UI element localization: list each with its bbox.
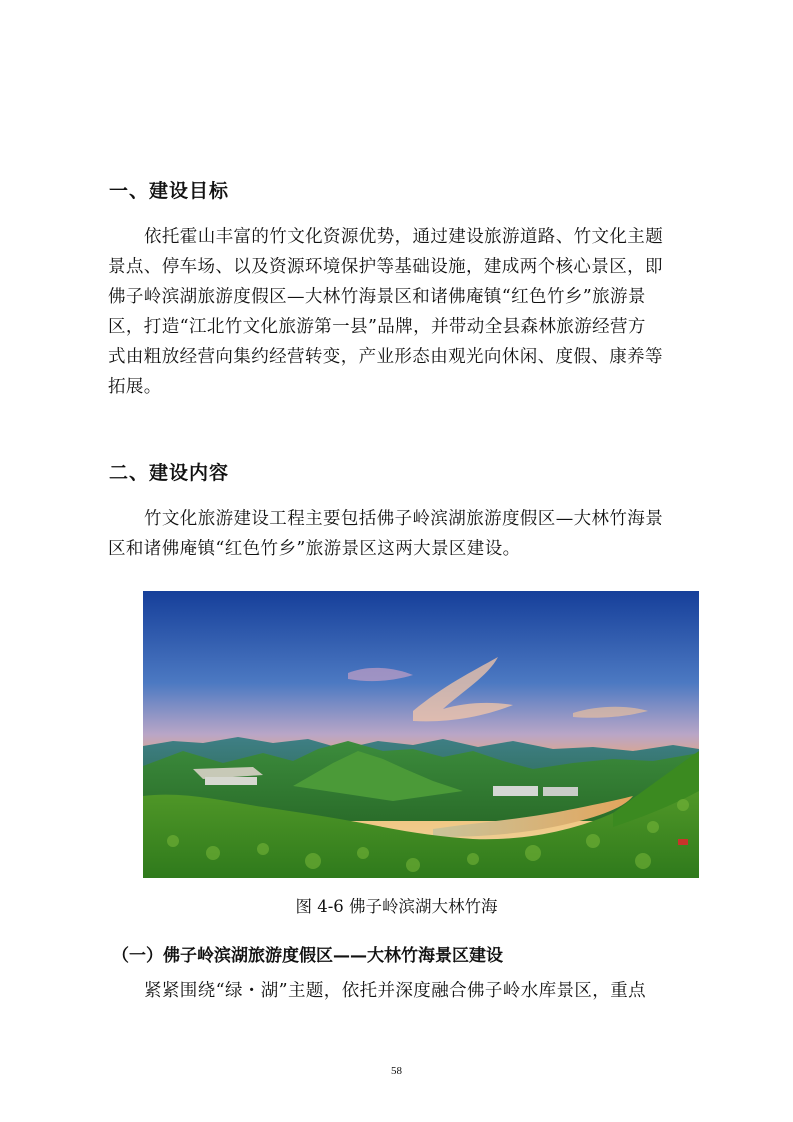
paragraph-line: 区和诸佛庵镇“红色竹乡”旅游景区这两大景区建设。 bbox=[108, 539, 521, 559]
paragraph-line: 拓展。 bbox=[108, 377, 162, 397]
section-heading-2: 二、建设内容 bbox=[109, 462, 230, 484]
figure-caption: 图 4-6 佛子岭滨湖大林竹海 bbox=[295, 897, 498, 916]
page-number: 58 bbox=[391, 1065, 402, 1077]
section-heading-1: 一、建设目标 bbox=[109, 180, 230, 202]
subsection-heading: （一）佛子岭滨湖旅游度假区——大林竹海景区建设 bbox=[112, 946, 503, 966]
subsection1-paragraph bbox=[108, 976, 688, 1006]
paragraph-line: 竹文化旅游建设工程主要包括佛子岭滨湖旅游度假区—大林竹海景 bbox=[144, 509, 664, 529]
paragraph-line: 区，打造“江北竹文化旅游第一县”品牌，并带动全县森林旅游经营方 bbox=[108, 317, 646, 337]
paragraph-line: 景点、停车场、以及资源环境保护等基础设施，建成两个核心景区，即 bbox=[108, 257, 663, 277]
landscape-photo bbox=[143, 591, 699, 878]
paragraph-line: 依托霍山丰富的竹文化资源优势，通过建设旅游道路、竹文化主题 bbox=[144, 227, 664, 247]
paragraph-line: 式由粗放经营向集约经营转变，产业形态由观光向休闲、度假、康养等 bbox=[108, 347, 663, 367]
paragraph-line: 紧紧围绕“绿・湖”主题，依托并深度融合佛子岭水库景区，重点 bbox=[144, 981, 646, 1001]
section2-paragraph bbox=[108, 504, 688, 564]
section1-paragraph bbox=[108, 222, 688, 402]
paragraph-line: 佛子岭滨湖旅游度假区—大林竹海景区和诸佛庵镇“红色竹乡”旅游景 bbox=[108, 287, 646, 307]
